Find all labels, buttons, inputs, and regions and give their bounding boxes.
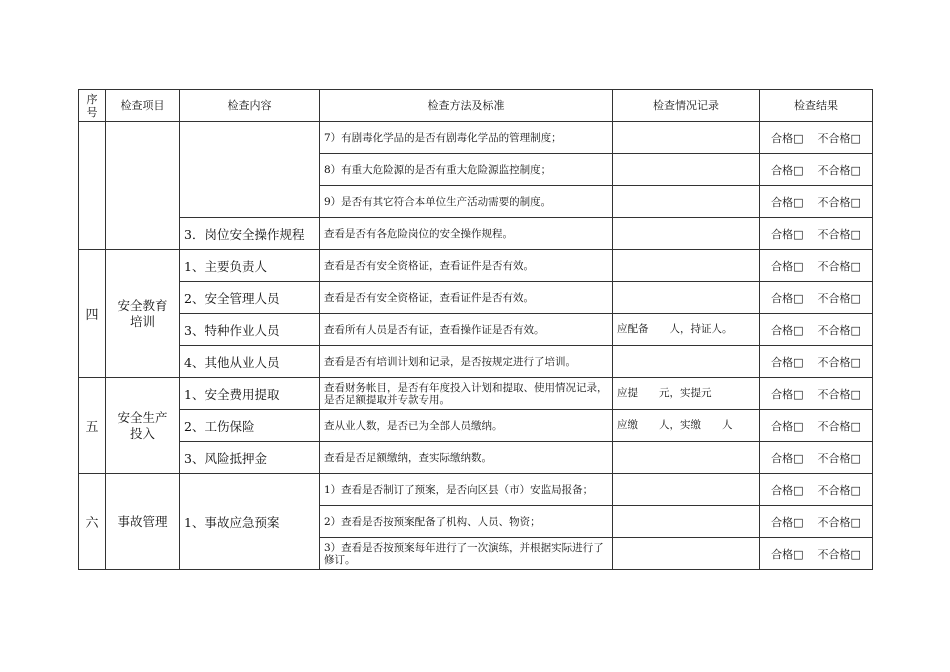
fail-checkbox[interactable]: 不合格□ bbox=[817, 323, 861, 337]
fail-checkbox[interactable]: 不合格□ bbox=[817, 515, 861, 529]
method-cell: 查看所有人员是否有证，查看操作证是否有效。 bbox=[320, 314, 613, 346]
header-item: 检查项目 bbox=[106, 90, 180, 122]
table-row bbox=[79, 282, 873, 314]
content-cell: 3、特种作业人员 bbox=[180, 314, 320, 346]
result-cell[interactable] bbox=[760, 442, 873, 474]
content-cell: 1、安全费用提取 bbox=[180, 378, 320, 410]
method-cell: 2）查看是否按预案配备了机构、人员、物资； bbox=[320, 506, 613, 538]
fail-checkbox[interactable]: 不合格□ bbox=[817, 227, 861, 241]
table-row bbox=[79, 378, 873, 410]
header-seq: 序号 bbox=[79, 90, 106, 122]
item-cell: 安全教育培训 bbox=[106, 250, 180, 378]
table-row bbox=[79, 410, 873, 442]
content-cell: 2、安全管理人员 bbox=[180, 282, 320, 314]
result-cell[interactable] bbox=[760, 506, 873, 538]
method-cell: 查看财务帐目，是否有年度投入计划和提取、使用情况记录，是否足额提取并专款专用。 bbox=[320, 378, 613, 410]
header-content: 检查内容 bbox=[180, 90, 320, 122]
seq-cell bbox=[79, 122, 106, 250]
pass-checkbox[interactable]: 合格□ bbox=[771, 387, 804, 401]
record-cell[interactable] bbox=[613, 474, 760, 506]
fail-checkbox[interactable]: 不合格□ bbox=[817, 483, 861, 497]
method-cell: 1）查看是否制订了预案，是否向区县（市）安监局报备； bbox=[320, 474, 613, 506]
record-cell[interactable] bbox=[613, 538, 760, 570]
fail-checkbox[interactable]: 不合格□ bbox=[817, 291, 861, 305]
fail-checkbox[interactable]: 不合格□ bbox=[817, 131, 861, 145]
content-cell: 1、事故应急预案 bbox=[180, 474, 320, 570]
content-cell: 4、其他从业人员 bbox=[180, 346, 320, 378]
pass-checkbox[interactable]: 合格□ bbox=[771, 259, 804, 273]
result-cell[interactable] bbox=[760, 250, 873, 282]
method-cell: 3）查看是否按预案每年进行了一次演练，并根据实际进行了修订。 bbox=[320, 538, 613, 570]
result-cell[interactable] bbox=[760, 378, 873, 410]
result-cell[interactable] bbox=[760, 218, 873, 250]
fail-checkbox[interactable]: 不合格□ bbox=[817, 355, 861, 369]
table-row bbox=[79, 122, 873, 154]
method-cell: 8）有重大危险源的是否有重大危险源监控制度； bbox=[320, 154, 613, 186]
fail-checkbox[interactable]: 不合格□ bbox=[817, 163, 861, 177]
method-cell: 查看是否足额缴纳，查实际缴纳数。 bbox=[320, 442, 613, 474]
header-method: 检查方法及标准 bbox=[320, 90, 613, 122]
record-cell[interactable] bbox=[613, 442, 760, 474]
item-cell bbox=[106, 122, 180, 250]
pass-checkbox[interactable]: 合格□ bbox=[771, 291, 804, 305]
result-cell[interactable] bbox=[760, 314, 873, 346]
seq-cell: 五 bbox=[79, 378, 106, 474]
table-row bbox=[79, 218, 873, 250]
result-cell[interactable] bbox=[760, 186, 873, 218]
table-row bbox=[79, 346, 873, 378]
result-cell[interactable] bbox=[760, 474, 873, 506]
pass-checkbox[interactable]: 合格□ bbox=[771, 195, 804, 209]
record-cell[interactable]: 应配备 人，持证人。 bbox=[613, 314, 760, 346]
pass-checkbox[interactable]: 合格□ bbox=[771, 131, 804, 145]
pass-checkbox[interactable]: 合格□ bbox=[771, 547, 804, 561]
record-cell[interactable] bbox=[613, 122, 760, 154]
method-cell: 查看是否有安全资格证，查看证件是否有效。 bbox=[320, 250, 613, 282]
pass-checkbox[interactable]: 合格□ bbox=[771, 163, 804, 177]
fail-checkbox[interactable]: 不合格□ bbox=[817, 195, 861, 209]
fail-checkbox[interactable]: 不合格□ bbox=[817, 419, 861, 433]
method-cell: 查看是否有培训计划和记录，是否按规定进行了培训。 bbox=[320, 346, 613, 378]
content-cell: 3、风险抵押金 bbox=[180, 442, 320, 474]
fail-checkbox[interactable]: 不合格□ bbox=[817, 259, 861, 273]
table-row bbox=[79, 250, 873, 282]
fail-checkbox[interactable]: 不合格□ bbox=[817, 387, 861, 401]
record-cell[interactable]: 应缴 人，实缴 人 bbox=[613, 410, 760, 442]
item-cell: 事故管理 bbox=[106, 474, 180, 570]
method-cell: 查看是否有各危险岗位的安全操作规程。 bbox=[320, 218, 613, 250]
record-cell[interactable] bbox=[613, 282, 760, 314]
record-cell[interactable]: 应提 元，实提元 bbox=[613, 378, 760, 410]
pass-checkbox[interactable]: 合格□ bbox=[771, 515, 804, 529]
result-cell[interactable] bbox=[760, 346, 873, 378]
content-cell: 1、主要负责人 bbox=[180, 250, 320, 282]
method-cell: 查看是否有安全资格证，查看证件是否有效。 bbox=[320, 282, 613, 314]
content-cell bbox=[180, 122, 320, 218]
record-cell[interactable] bbox=[613, 154, 760, 186]
table-row bbox=[79, 474, 873, 506]
content-cell: 3．岗位安全操作规程 bbox=[180, 218, 320, 250]
item-cell: 安全生产投入 bbox=[106, 378, 180, 474]
fail-checkbox[interactable]: 不合格□ bbox=[817, 451, 861, 465]
table-row bbox=[79, 314, 873, 346]
pass-checkbox[interactable]: 合格□ bbox=[771, 419, 804, 433]
method-cell: 查从业人数，是否已为全部人员缴纳。 bbox=[320, 410, 613, 442]
pass-checkbox[interactable]: 合格□ bbox=[771, 483, 804, 497]
seq-cell: 六 bbox=[79, 474, 106, 570]
result-cell[interactable] bbox=[760, 538, 873, 570]
result-cell[interactable] bbox=[760, 122, 873, 154]
result-cell[interactable] bbox=[760, 282, 873, 314]
record-cell[interactable] bbox=[613, 186, 760, 218]
fail-checkbox[interactable]: 不合格□ bbox=[817, 547, 861, 561]
table-row bbox=[79, 442, 873, 474]
result-cell[interactable] bbox=[760, 154, 873, 186]
pass-checkbox[interactable]: 合格□ bbox=[771, 227, 804, 241]
header-row bbox=[79, 90, 873, 122]
header-result: 检查结果 bbox=[760, 90, 873, 122]
record-cell[interactable] bbox=[613, 506, 760, 538]
result-cell[interactable] bbox=[760, 410, 873, 442]
header-record: 检查情况记录 bbox=[613, 90, 760, 122]
pass-checkbox[interactable]: 合格□ bbox=[771, 355, 804, 369]
content-cell: 2、工伤保险 bbox=[180, 410, 320, 442]
record-cell[interactable] bbox=[613, 218, 760, 250]
pass-checkbox[interactable]: 合格□ bbox=[771, 451, 804, 465]
method-cell: 9）是否有其它符合本单位生产活动需要的制度。 bbox=[320, 186, 613, 218]
pass-checkbox[interactable]: 合格□ bbox=[771, 323, 804, 337]
record-cell[interactable] bbox=[613, 250, 760, 282]
inspection-table bbox=[78, 89, 873, 570]
record-cell[interactable] bbox=[613, 346, 760, 378]
method-cell: 7）有剧毒化学品的是否有剧毒化学品的管理制度； bbox=[320, 122, 613, 154]
seq-cell: 四 bbox=[79, 250, 106, 378]
